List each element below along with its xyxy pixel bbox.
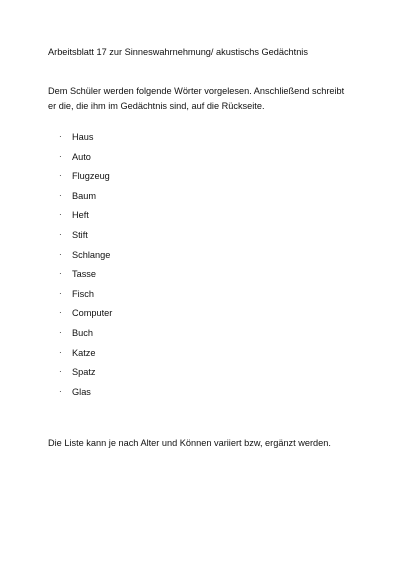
word-label: Spatz (72, 367, 96, 378)
word-label: Flugzeug (72, 171, 110, 182)
word-label: Katze (72, 347, 96, 358)
worksheet-title: Arbeitsblatt 17 zur Sinneswahrnehmung/ akustischs Gedächtnis (48, 47, 308, 57)
instruction-text: Dem Schüler werden folgende Wörter vorgelesen. Anschließend schreibt er die, die ihm im Gedächtnis sind, auf die Rückseite. (48, 86, 345, 111)
word-label: Computer (72, 308, 113, 319)
word-label: Baum (72, 190, 97, 201)
bullet-icon: · (59, 151, 62, 161)
word-label: Auto (72, 151, 91, 162)
word-label: Tasse (72, 269, 96, 280)
bullet-icon: · (59, 210, 62, 220)
bullet-icon: · (59, 249, 62, 259)
bullet-icon: · (59, 347, 62, 357)
bullet-icon: · (59, 132, 62, 141)
word-label: Schlange (72, 249, 111, 260)
word-label: Heft (72, 210, 89, 221)
adaptation-note: Die Liste kann je nach Alter und Können variiert bzw, ergänzt werden. (48, 438, 331, 448)
bullet-icon: · (59, 171, 62, 181)
bullet-icon: · (59, 386, 62, 396)
bullet-icon: · (59, 229, 62, 239)
word-label: Fisch (72, 288, 94, 299)
bullet-icon: · (59, 367, 62, 377)
bullet-icon: · (59, 288, 62, 298)
bullet-icon: · (59, 308, 62, 318)
bullet-icon: · (59, 190, 62, 200)
bullet-icon: · (59, 269, 62, 279)
word-label: Haus (72, 132, 94, 142)
bullet-icon: · (59, 327, 62, 337)
word-label: Stift (72, 229, 88, 240)
word-label: Glas (72, 386, 91, 397)
word-label: Buch (72, 327, 93, 338)
